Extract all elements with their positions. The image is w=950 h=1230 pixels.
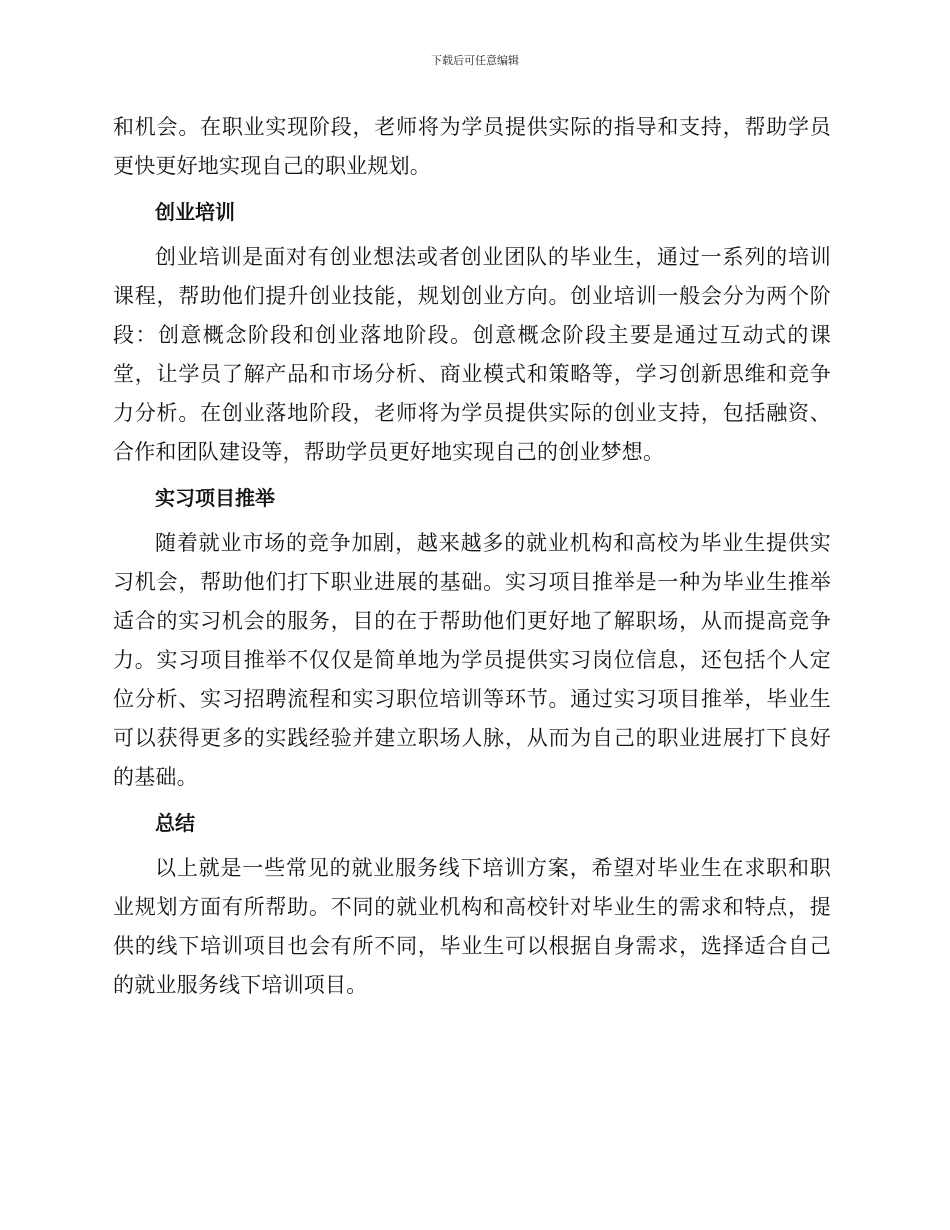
entrepreneurship-heading: 创业培训 <box>155 200 235 224</box>
document-body <box>113 108 831 1005</box>
internship-heading: 实习项目推举 <box>155 486 275 510</box>
summary-paragraph: 以上就是一些常见的就业服务线下培训方案，希望对毕业生在求职和职业规划方面有所帮助。不同的就业机构和高校针对毕业生的需求和特点，提供的线下培训项目也会有所不同，毕业生可以根据自身需求，选择适合自己的就业服务线下培训项目。 <box>113 856 831 997</box>
internship-paragraph: 随着就业市场的竞争加剧，越来越多的就业机构和高校为毕业生提供实习机会，帮助他们打下职业进展的基础。实习项目推举是一种为毕业生推举适合的实习机会的服务，目的在于帮助他们更好地了解职场，从而提高竞争力。实习项目推举不仅仅是简单地为学员提供实习岗位信息，还包括个人定位分析、实习招聘流程和实习职位培训等环节。通过实习项目推举，毕业生可以获得更多的实践经验并建立职场人脉，从而为自己的职业进展打下良好的基础。 <box>113 531 831 789</box>
page-header: 下载后可任意编辑 <box>431 54 519 67</box>
summary-heading: 总结 <box>155 811 195 835</box>
entrepreneurship-paragraph: 创业培训是面对有创业想法或者创业团队的毕业生，通过一系列的培训课程，帮助他们提升创业技能，规划创业方向。创业培训一般会分为两个阶段：创意概念阶段和创业落地阶段。创意概念阶段主要是通过互动式的课堂，让学员了解产品和市场分析、商业模式和策略等，学习创新思维和竞争力分析。在创业落地阶段，老师将为学员提供实际的创业支持，包括融资、合作和团队建设等，帮助学员更好地实现自己的创业梦想。 <box>113 245 831 464</box>
intro-continuation-paragraph: 和机会。在职业实现阶段，老师将为学员提供实际的指导和支持，帮助学员更快更好地实现自己的职业规划。 <box>113 115 831 178</box>
